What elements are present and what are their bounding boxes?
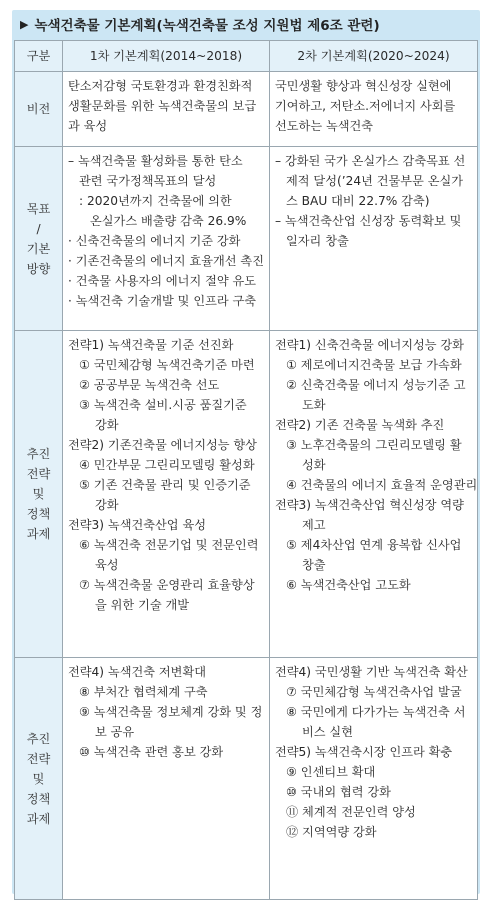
strategy1-plan1: 전략1) 녹색건축물 기준 선진화 ① 국민체감형 녹색건축기준 마련 ② 공공부문 녹색건축 선도 ③ 녹색건축 설비.시공 품질기준 강화 전략2) 기존건축물 에너지성능 향상 ④ 민간부문 그린리모델링 활성화 ⑤ 기존 건축물 관리 및 인증기준 강화 전략3) 녹색건축산업 육성 ⑥ 녹색건축 전문기업 및 전문인력 육성 ⑦ 녹색건축물 운영관리 효율향상 을 위한 기술 개발 bbox=[63, 331, 270, 658]
header-row bbox=[15, 41, 478, 72]
strategy-row-1 bbox=[15, 331, 478, 658]
vision-plan2: 국민생활 향상과 혁신성장 실현에 기여하고, 저탄소.저에너지 사회를 선도하는 녹색건축 bbox=[270, 72, 478, 147]
vision-plan1: 탄소저감형 국토환경과 환경친화적 생활문화를 위한 녹색건축물의 보급 과 육성 bbox=[63, 72, 270, 147]
plan-comparison-table bbox=[14, 40, 478, 900]
header-plan2: 2차 기본계획(2020~2024) bbox=[270, 41, 478, 72]
triangle-bullet-icon: ▶ bbox=[20, 17, 29, 31]
strategy2-plan2: 전략4) 국민생활 기반 녹색건축 확산 ⑦ 국민체감형 녹색건축사업 발굴 ⑧ 국민에게 다가가는 녹색건축 서 비스 실현 전략5) 녹색건축시장 인프라 확충 ⑨ 인센티브 확대 ⑩ 국내외 협력 강화 ⑪ 체계적 전문인력 양성 ⑫ 지역역량 강화 bbox=[270, 658, 478, 900]
strategy1-plan2: 전략1) 신축건축물 에너지성능 강화 ① 제로에너지건축물 보급 가속화 ② 신축건축물 에너지 성능기준 고 도화 전략2) 기존 건축물 녹색화 추진 ③ 노후건축물의 그린리모델링 활 성화 ④ 건축물의 에너지 효율적 운영관리 전략3) 녹색건축산업 혁신성장 역량 제고 ⑤ 제4차산업 연계 융복합 신사업 창출 ⑥ 녹색건축산업 고도화 bbox=[270, 331, 478, 658]
strategy2-plan1: 전략4) 녹색건축 저변확대 ⑧ 부처간 협력체계 구축 ⑨ 녹색건축물 정보체계 강화 및 정 보 공유 ⑩ 녹색건축 관련 홍보 강화 bbox=[63, 658, 270, 900]
goals-label: 목표 / 기본 방향 bbox=[15, 147, 63, 331]
box-title-text: 녹색건축물 기본계획(녹색건축물 조성 지원법 제6조 관련) bbox=[34, 18, 380, 34]
vision-label: 비전 bbox=[15, 72, 63, 147]
goals-plan2: – 강화된 국가 온실가스 감축목표 선 제적 달성(’24년 건물부문 온실가 스 BAU 대비 22.7% 감축) – 녹색건축산업 신성장 동력확보 및 일자리 창출 bbox=[270, 147, 478, 331]
header-category: 구분 bbox=[15, 41, 63, 72]
strategy2-label: 추진 전략 및 정책 과제 bbox=[15, 658, 63, 900]
header-plan1: 1차 기본계획(2014~2018) bbox=[63, 41, 270, 72]
box-title bbox=[12, 10, 480, 38]
strategy-row-2 bbox=[15, 658, 478, 900]
strategy1-label: 추진 전략 및 정책 과제 bbox=[15, 331, 63, 658]
policy-box bbox=[12, 10, 480, 894]
goals-row bbox=[15, 147, 478, 331]
vision-row bbox=[15, 72, 478, 147]
goals-plan1: – 녹색건축물 활성화를 통한 탄소 관련 국가정책목표의 달성 : 2020년까지 건축물에 의한 온실가스 배출량 감축 26.9% · 신축건축물의 에너지 기준 강화 · 기존건축물의 에너지 효율개선 촉진 · 건축물 사용자의 에너지 절약 유도 · 녹색건축 기술개발 및 인프라 구축 bbox=[63, 147, 270, 331]
